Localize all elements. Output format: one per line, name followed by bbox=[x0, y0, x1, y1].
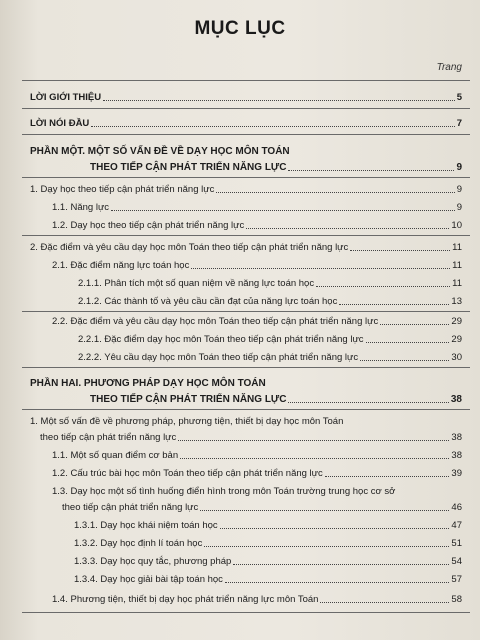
leader-dots bbox=[178, 440, 449, 441]
entry-page: 5 bbox=[456, 92, 462, 103]
entry-page: 11 bbox=[452, 242, 462, 253]
leader-dots bbox=[288, 402, 448, 403]
toc-entry bbox=[74, 556, 462, 568]
leader-dots bbox=[225, 582, 449, 583]
entry-page: 9 bbox=[456, 184, 462, 195]
entry-label: 2.1. Đặc điểm năng lực toán học bbox=[52, 260, 190, 271]
entry-label: 1.3.1. Dạy học khái niệm toán học bbox=[74, 520, 218, 531]
entry-label: THEO TIẾP CẬN PHÁT TRIỂN NĂNG LỰC bbox=[90, 394, 287, 405]
entry-label: 1.3.4. Dạy học giải bài tập toán học bbox=[74, 574, 223, 585]
divider bbox=[22, 612, 470, 613]
leader-dots bbox=[316, 286, 450, 287]
leader-dots bbox=[111, 210, 455, 211]
entry-label: 1.1. Năng lực bbox=[52, 202, 110, 213]
toc-entry bbox=[78, 352, 462, 364]
toc-entry-line1: 1.3. Dạy học một số tình huống điển hình trong môn Toán trường trung học cơ sở bbox=[52, 486, 396, 497]
toc-entry bbox=[52, 220, 462, 232]
divider bbox=[22, 409, 470, 410]
divider bbox=[22, 80, 470, 81]
entry-label: LỜI GIỚI THIỆU bbox=[30, 92, 102, 103]
toc-entry bbox=[74, 574, 462, 586]
toc-entry-loi-noi-dau bbox=[30, 118, 462, 130]
leader-dots bbox=[233, 564, 449, 565]
entry-label: 1. Dạy học theo tiếp cận phát triển năng lực bbox=[30, 184, 215, 195]
toc-entry bbox=[78, 334, 462, 346]
entry-page: 9 bbox=[456, 202, 462, 213]
toc-entry bbox=[52, 316, 462, 328]
leader-dots bbox=[91, 126, 454, 127]
leader-dots bbox=[320, 602, 449, 603]
divider bbox=[22, 367, 470, 368]
toc-entry bbox=[30, 184, 462, 196]
part-one-heading-line1: PHẦN MỘT. MỘT SỐ VẤN ĐỀ VỀ DẠY HỌC MÔN TOÁN bbox=[30, 146, 290, 157]
leader-dots bbox=[180, 458, 449, 459]
entry-label: 2.1.2. Các thành tố và yêu cầu cần đạt của năng lực toán học bbox=[78, 296, 338, 307]
toc-entry bbox=[62, 502, 462, 514]
part-two-heading-line2 bbox=[90, 394, 462, 406]
entry-page: 13 bbox=[451, 296, 462, 307]
toc-entry bbox=[52, 468, 462, 480]
toc-entry-loi-gioi-thieu bbox=[30, 92, 462, 104]
entry-page: 11 bbox=[452, 278, 462, 289]
entry-page: 30 bbox=[451, 352, 462, 363]
leader-dots bbox=[246, 228, 449, 229]
entry-page: 51 bbox=[451, 538, 462, 549]
divider bbox=[22, 134, 470, 135]
toc-entry bbox=[74, 538, 462, 550]
entry-label: 1.3.3. Dạy học quy tắc, phương pháp bbox=[74, 556, 232, 567]
leader-dots bbox=[191, 268, 450, 269]
entry-label: THEO TIẾP CẬN PHÁT TRIỂN NĂNG LỰC bbox=[90, 162, 287, 173]
entry-page: 57 bbox=[451, 574, 462, 585]
leader-dots bbox=[325, 476, 450, 477]
entry-label: theo tiếp cận phát triển năng lực bbox=[40, 432, 177, 443]
entry-label: 2.2.1. Đặc điểm dạy học môn Toán theo tiếp cận phát triển năng lực bbox=[78, 334, 364, 345]
entry-page: 38 bbox=[451, 432, 462, 443]
entry-label: 2.1.1. Phân tích một số quan niệm về năng lực toán học bbox=[78, 278, 315, 289]
part-one-heading-line2 bbox=[90, 162, 462, 174]
entry-page: 47 bbox=[451, 520, 462, 531]
divider bbox=[22, 235, 470, 236]
toc-entry bbox=[52, 202, 462, 214]
entry-page: 11 bbox=[452, 260, 462, 271]
toc-entry bbox=[78, 278, 462, 290]
entry-label: 2.2. Đặc điểm và yêu cầu dạy học môn Toán theo tiếp cận phát triển năng lực bbox=[52, 316, 379, 327]
leader-dots bbox=[103, 100, 455, 101]
toc-entry bbox=[78, 296, 462, 308]
entry-label: 1.2. Cấu trúc bài học môn Toán theo tiếp cận phát triển năng lực bbox=[52, 468, 323, 479]
entry-label: 2.2.2. Yêu cầu dạy học môn Toán theo tiếp cận phát triển năng lực bbox=[78, 352, 359, 363]
entry-page: 46 bbox=[451, 502, 462, 513]
entry-label: LỜI NÓI ĐẦU bbox=[30, 118, 90, 129]
entry-label: 1.4. Phương tiện, thiết bị dạy học phát triển năng lực môn Toán bbox=[52, 594, 319, 605]
toc-entry bbox=[52, 450, 462, 462]
entry-page: 54 bbox=[451, 556, 462, 567]
entry-page: 10 bbox=[451, 220, 462, 231]
divider bbox=[22, 108, 470, 109]
entry-label: 1.3.2. Dạy học định lí toán học bbox=[74, 538, 203, 549]
leader-dots bbox=[200, 510, 449, 511]
entry-page: 29 bbox=[451, 316, 462, 327]
leader-dots bbox=[360, 360, 449, 361]
entry-page: 29 bbox=[451, 334, 462, 345]
part-two-heading-line1: PHẦN HAI. PHƯƠNG PHÁP DẠY HỌC MÔN TOÁN bbox=[30, 378, 266, 389]
entry-label: 1.2. Dạy học theo tiếp cận phát triển năng lực bbox=[52, 220, 245, 231]
toc-entry-line1: 1. Một số vấn đề về phương pháp, phương tiện, thiết bị dạy học môn Toán bbox=[30, 416, 344, 427]
divider bbox=[22, 177, 470, 178]
entry-page: 58 bbox=[451, 594, 462, 605]
leader-dots bbox=[204, 546, 449, 547]
leader-dots bbox=[380, 324, 449, 325]
toc-entry bbox=[40, 432, 462, 444]
leader-dots bbox=[339, 304, 449, 305]
entry-page: 38 bbox=[451, 450, 462, 461]
leader-dots bbox=[350, 250, 450, 251]
toc-entry bbox=[52, 260, 462, 272]
leader-dots bbox=[366, 342, 450, 343]
entry-label: theo tiếp cận phát triển năng lực bbox=[62, 502, 199, 513]
toc-entry bbox=[30, 242, 462, 254]
entry-page: 39 bbox=[451, 468, 462, 479]
toc-entry bbox=[52, 594, 462, 606]
entry-page: 38 bbox=[450, 394, 462, 405]
toc-title: MỤC LỤC bbox=[194, 18, 286, 39]
leader-dots bbox=[216, 192, 454, 193]
divider bbox=[22, 311, 470, 312]
leader-dots bbox=[220, 528, 450, 529]
page-column-label: Trang bbox=[436, 62, 462, 73]
entry-label: 2. Đặc điểm và yêu cầu dạy học môn Toán theo tiếp cận phát triển năng lực bbox=[30, 242, 349, 253]
leader-dots bbox=[288, 170, 454, 171]
toc-entry bbox=[74, 520, 462, 532]
entry-page: 9 bbox=[456, 162, 462, 173]
entry-page: 7 bbox=[456, 118, 462, 129]
entry-label: 1.1. Một số quan điểm cơ bản bbox=[52, 450, 179, 461]
